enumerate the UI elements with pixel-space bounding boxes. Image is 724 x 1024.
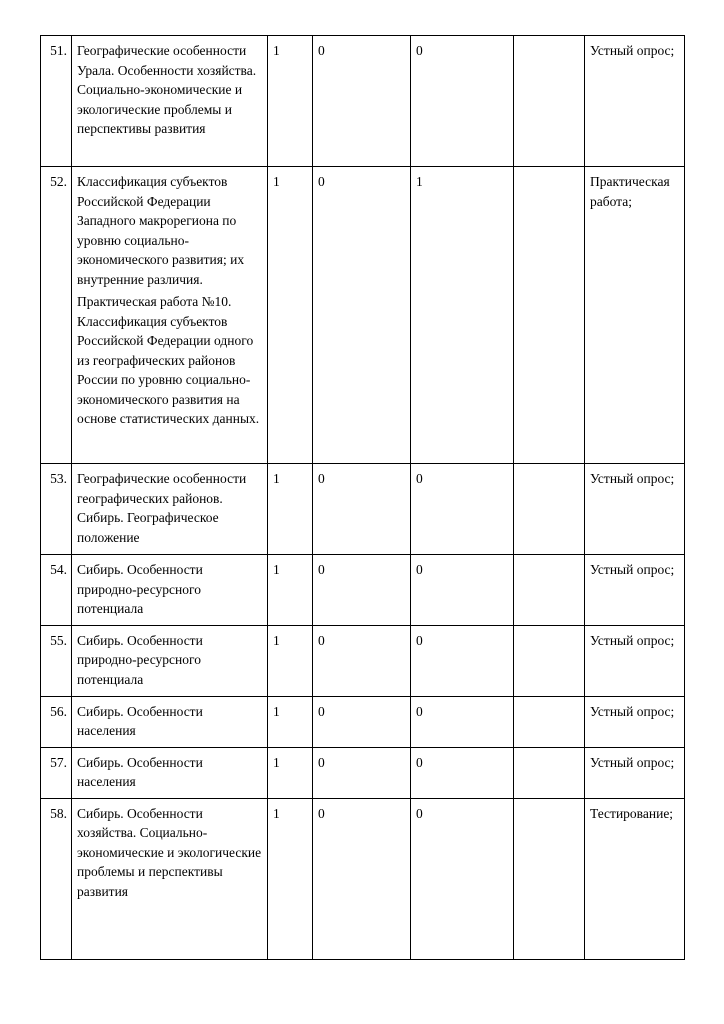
lesson-number-cell: 52. — [41, 167, 72, 464]
lesson-topic-cell — [72, 625, 268, 696]
control-form-cell: Устный опрос; — [585, 555, 685, 626]
lesson-topic-text: Географические особенности Урала. Особенности хозяйства. Социально-экономические и экологические проблемы и перспективы развития — [77, 43, 257, 136]
table-row — [41, 696, 685, 747]
lesson-topic-text: Классификация субъектов Российской Федерации Западного макрорегиона по уровню социально-экономического развития; их внутренние различия. — [77, 174, 245, 287]
control-form-cell: Устный опрос; — [585, 625, 685, 696]
lesson-date-cell — [514, 798, 585, 959]
lesson-number-cell: 54. — [41, 555, 72, 626]
lesson-number-cell: 57. — [41, 747, 72, 798]
hours-practice-cell: 0 — [411, 555, 514, 626]
lesson-topic-cell — [72, 36, 268, 167]
lesson-date-cell — [514, 555, 585, 626]
lesson-topic-cell — [72, 464, 268, 555]
hours-control-cell: 0 — [313, 625, 411, 696]
hours-total-cell: 1 — [268, 464, 313, 555]
hours-total-cell: 1 — [268, 747, 313, 798]
table-row — [41, 464, 685, 555]
lesson-topic-cell — [72, 167, 268, 464]
hours-total-cell: 1 — [268, 36, 313, 167]
hours-practice-cell: 0 — [411, 747, 514, 798]
control-form-cell: Устный опрос; — [585, 464, 685, 555]
hours-control-cell: 0 — [313, 747, 411, 798]
control-form-cell: Устный опрос; — [585, 696, 685, 747]
hours-control-cell: 0 — [313, 555, 411, 626]
control-form-cell: Устный опрос; — [585, 747, 685, 798]
lesson-topic-text: Сибирь. Особенности населения — [77, 754, 203, 789]
lesson-topic-text: Географические особенности географических районов. Сибирь. Географическое положение — [77, 471, 247, 545]
hours-practice-cell: 0 — [411, 798, 514, 959]
hours-total-cell: 1 — [268, 555, 313, 626]
hours-practice-cell: 0 — [411, 696, 514, 747]
hours-practice-cell: 0 — [411, 36, 514, 167]
table-body — [41, 36, 685, 960]
control-form-cell: Устный опрос; — [585, 36, 685, 167]
lesson-number-cell: 56. — [41, 696, 72, 747]
lesson-topic-cell — [72, 555, 268, 626]
lesson-topic-text: Сибирь. Особенности населения — [77, 703, 203, 738]
hours-control-cell: 0 — [313, 464, 411, 555]
lesson-number-cell: 53. — [41, 464, 72, 555]
lesson-number-cell: 58. — [41, 798, 72, 959]
lesson-topic-cell — [72, 696, 268, 747]
lesson-date-cell — [514, 747, 585, 798]
hours-control-cell: 0 — [313, 696, 411, 747]
lesson-topic-text: Сибирь. Особенности природно-ресурсного потенциала — [77, 562, 203, 616]
control-form-cell: Тестирование; — [585, 798, 685, 959]
table-row — [41, 747, 685, 798]
table-row — [41, 798, 685, 959]
lesson-topic-cell — [72, 798, 268, 959]
hours-practice-cell: 0 — [411, 464, 514, 555]
lesson-date-cell — [514, 464, 585, 555]
hours-total-cell: 1 — [268, 696, 313, 747]
lesson-topic-cell — [72, 747, 268, 798]
hours-practice-cell: 0 — [411, 625, 514, 696]
lesson-date-cell — [514, 625, 585, 696]
table-row — [41, 555, 685, 626]
lesson-topic-text: Сибирь. Особенности природно-ресурсного потенциала — [77, 632, 203, 687]
table-row — [41, 36, 685, 167]
table-row — [41, 625, 685, 696]
hours-control-cell: 0 — [313, 167, 411, 464]
lesson-date-cell — [514, 36, 585, 167]
lesson-number-cell: 51. — [41, 36, 72, 167]
table-row — [41, 167, 685, 464]
hours-total-cell: 1 — [268, 625, 313, 696]
hours-total-cell: 1 — [268, 167, 313, 464]
lesson-topic-text: Практическая работа №10. Классификация субъектов Российской Федерации одного из географических районов России по уровню социально-экономического развития на основе статистических данных. — [77, 294, 260, 426]
hours-practice-cell: 1 — [411, 167, 514, 464]
lesson-date-cell — [514, 167, 585, 464]
lesson-plan-table — [40, 35, 685, 960]
lesson-date-cell — [514, 696, 585, 747]
hours-control-cell: 0 — [313, 36, 411, 167]
control-form-cell: Практическая работа; — [585, 167, 685, 464]
lesson-topic-text: Сибирь. Особенности хозяйства. Социально-экономические и экологические проблемы и перспективы развития — [77, 805, 262, 899]
lesson-number-cell: 55. — [41, 625, 72, 696]
hours-total-cell: 1 — [268, 798, 313, 959]
hours-control-cell: 0 — [313, 798, 411, 959]
